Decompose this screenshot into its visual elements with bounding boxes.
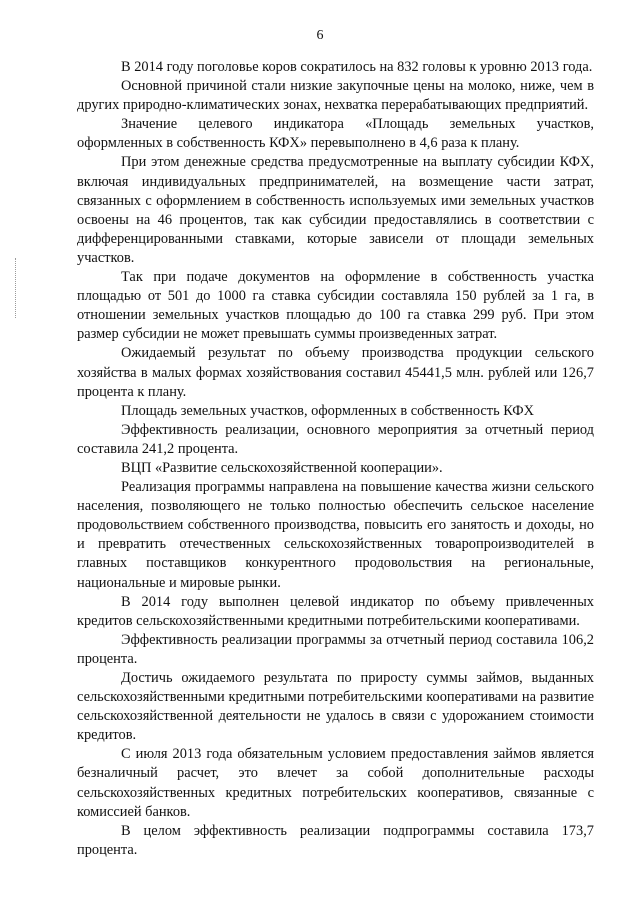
paragraph-subsidy-rate: Так при подаче документов на оформление в собственность участка площадью от 501 до 1000 га ставка субсидии составляла 150 рублей за 1 га, в отношении земельных участков площадью до 100 га ставка 299 руб. При этом размер субсидии не может превышать суммы произведенных затрат. [77,269,594,343]
paragraph-cow-population: В 2014 году поголовье коров сократилось на 832 головы к уровню 2013 года. [121,59,593,75]
paragraph-efficiency-main: Эффективность реализации, основного мероприятия за отчетный период составила 241,2 процента. [77,421,594,457]
paragraph-main-reason: Основной причиной стали низкие закупочные цены на молоко, ниже, чем в других природно-климатических зонах, нехватка перерабатывающих предприятий. [77,78,594,114]
scan-margin-mark [15,258,17,318]
paragraph-program-goal: Реализация программы направлена на повышение качества жизни сельского населения, позволяющего не только полностью обеспечить сельское население продовольствием собственного производства, повысить его занятость и доходы, но и превратить отечественных сельскохозяйственных товаропроизводителей в главных поставщиков конкурентного продовольствия на региональные, национальные и мировые рынки. [77,479,594,591]
page-number: 6 [316,28,324,43]
paragraph-land-area: Площадь земельных участков, оформленных в собственность КФХ [121,402,534,419]
paragraph-target-indicator: Значение целевого индикатора «Площадь земельных участков, оформленных в собственность КФХ» перевыполнено в 4,6 раза к плану. [77,116,594,152]
paragraph-cashless-condition: С июля 2013 года обязательным условием предоставления займов является безналичный расчет, это влечет за собой дополнительные расходы сельскохозяйственных кредитных потребительских кооперативов, связанные с комиссией банков. [77,746,594,820]
paragraph-subsidy-funds: При этом денежные средства предусмотренные на выплату субсидии КФХ, включая индивидуальных предпринимателей, на возмещение части затрат, связанных с оформлением в собственность используемых ими земельных участков освоены на 46 процентов, так как субсидии предоставлялись в соответствии с дифференцированными ставками, которые зависели от площади земельных участков. [77,154,594,266]
paragraph-overall-efficiency: В целом эффективность реализации подпрограммы составила 173,7 процента. [77,822,594,858]
document-body [77,58,594,860]
paragraph-expected-result: Ожидаемый результат по объему производства продукции сельского хозяйства в малых формах хозяйствования составил 45441,5 млн. рублей или 126,7 процента к плану. [77,345,594,400]
paragraph-credit-indicator: В 2014 году выполнен целевой индикатор по объему привлеченных кредитов сельскохозяйственными кредитными потребительскими кооперативами. [77,593,594,629]
paragraph-loans-growth: Достичь ожидаемого результата по приросту суммы займов, выданных сельскохозяйственными кредитными потребительскими кооперативами на развитие сельскохозяйственной деятельности не удалось в связи с удорожанием стоимости кредитов. [77,670,594,744]
paragraph-efficiency-program: Эффективность реализации программы за отчетный период составила 106,2 процента. [77,631,594,667]
section-heading-cooperation: ВЦП «Развитие сельскохозяйственной кооперации». [121,459,443,476]
